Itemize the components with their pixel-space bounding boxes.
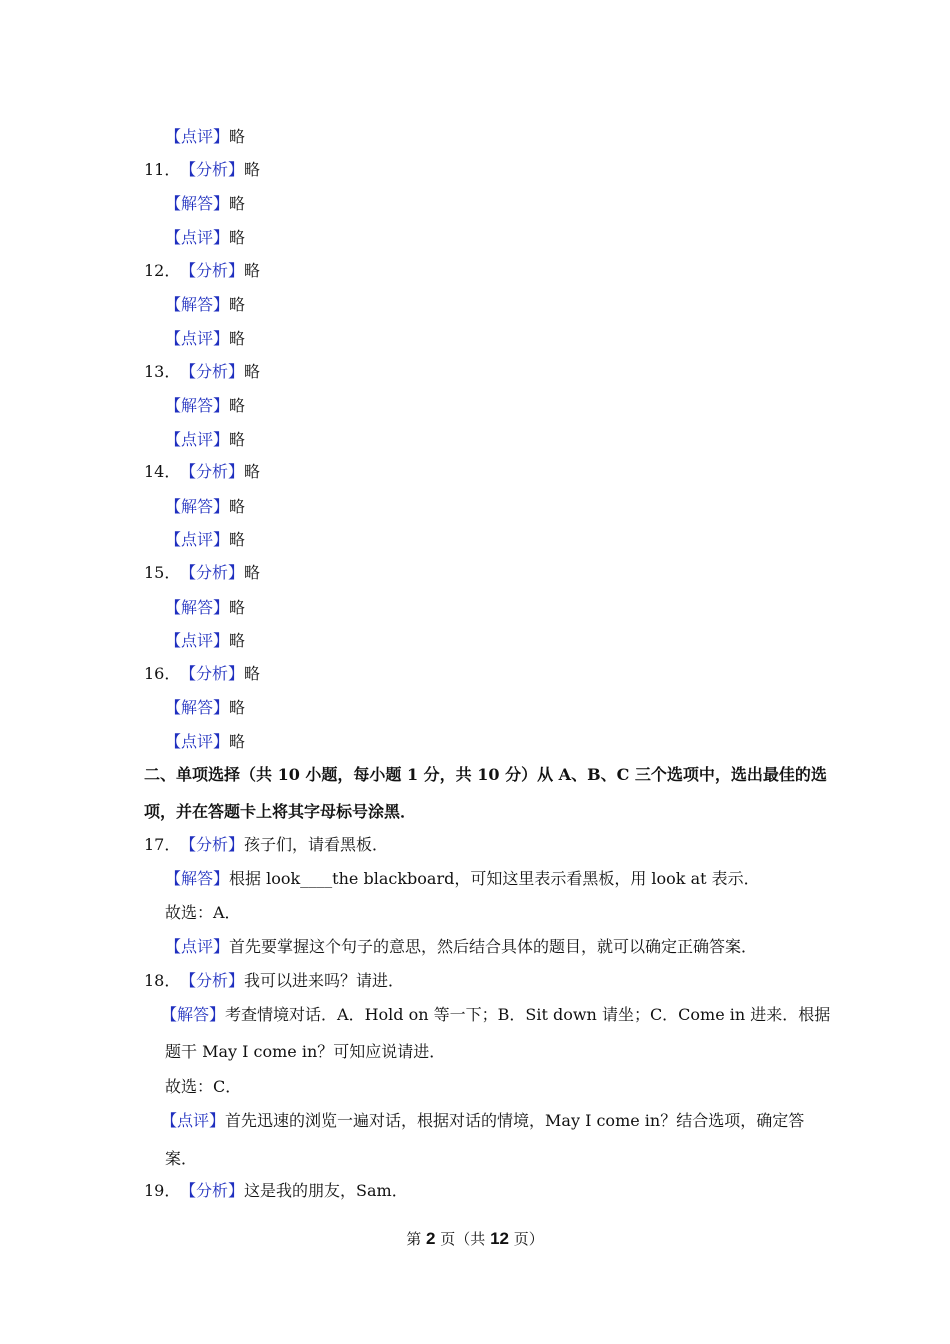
item-17-choice: 故选：A．: [165, 903, 241, 922]
item-number: 12．: [144, 261, 181, 280]
analysis-text: 略: [244, 462, 261, 481]
section-heading-cont: 项，并在答题卡上将其字母标号涂黑．: [144, 802, 417, 821]
analysis-tag: 【分析】: [180, 362, 245, 381]
analysis-text: 孩子们，请看黑板．: [244, 835, 389, 854]
answer-tag: 【解答】: [161, 1005, 226, 1024]
analysis-text: 略: [244, 362, 261, 381]
comment-tag: 【点评】: [165, 127, 230, 146]
item-13-answer: [165, 396, 245, 416]
analysis-tag: 【分析】: [180, 160, 245, 179]
footer-prefix: 第: [406, 1230, 422, 1248]
comment-text: 首先迅速的浏览一遍对话，根据对话的情境，May I come in？结合选项，确定答: [225, 1111, 805, 1130]
item-number: 16．: [144, 664, 181, 683]
analysis-tag: 【分析】: [180, 261, 245, 280]
analysis-tag: 【分析】: [180, 1181, 245, 1200]
item-number: 17．: [144, 835, 181, 854]
item-number: 15．: [144, 563, 181, 582]
item-16-analysis: [144, 664, 260, 684]
item-number: 13．: [144, 362, 181, 381]
analysis-text: 略: [244, 664, 261, 683]
comment-tag: 【点评】: [165, 530, 230, 549]
answer-text: 略: [229, 598, 246, 617]
footer-suffix: 页）: [513, 1230, 544, 1248]
item-13-comment: [165, 430, 245, 450]
answer-text: 略: [229, 295, 246, 314]
analysis-tag: 【分析】: [180, 563, 245, 582]
comment-text: 略: [229, 430, 246, 449]
item-15-comment: [165, 631, 245, 651]
item-18-choice: 故选：C．: [165, 1077, 242, 1096]
analysis-tag: 【分析】: [180, 835, 245, 854]
item-12-comment: [165, 329, 245, 349]
answer-text: 略: [229, 497, 246, 516]
analysis-text: 我可以进来吗？请进．: [244, 971, 405, 990]
item-16-comment: [165, 732, 245, 752]
comment-tag: 【点评】: [165, 228, 230, 247]
section-heading: 二、单项选择（共 10 小题，每小题 1 分，共 10 分）从 A、B、C 三个选项中，选出最佳的选: [144, 765, 827, 784]
comment-tag: 【点评】: [165, 937, 230, 956]
comment-tag: 【点评】: [165, 430, 230, 449]
comment-text: 略: [229, 530, 246, 549]
answer-tag: 【解答】: [165, 869, 230, 888]
analysis-text: 略: [244, 563, 261, 582]
item-15-answer: [165, 598, 245, 618]
item-10-comment: [165, 127, 245, 147]
item-15-analysis: [144, 563, 260, 583]
item-14-comment: [165, 530, 245, 550]
answer-text: 考查情境对话．A．Hold on 等一下；B．Sit down 请坐；C．Come in 进来．根据: [225, 1005, 831, 1024]
item-14-analysis: [144, 462, 260, 482]
item-13-analysis: [144, 362, 260, 382]
item-17-answer: [165, 869, 760, 889]
item-14-answer: [165, 497, 245, 517]
item-11-answer: [165, 194, 245, 214]
analysis-text: 这是我的朋友，Sam．: [244, 1181, 408, 1200]
comment-text: 略: [229, 732, 246, 751]
comment-tag: 【点评】: [165, 329, 230, 348]
item-19-analysis: [144, 1181, 408, 1201]
comment-text: 略: [229, 127, 246, 146]
answer-text: 根据 look____the blackboard，可知这里表示看黑板，用 look at 表示．: [229, 869, 760, 888]
item-12-analysis: [144, 261, 260, 281]
item-18-answer: [161, 1005, 830, 1025]
comment-tag: 【点评】: [165, 732, 230, 751]
item-17-analysis: [144, 835, 388, 855]
item-17-comment: [165, 937, 757, 957]
comment-text: 首先要掌握这个句子的意思，然后结合具体的题目，就可以确定正确答案．: [229, 937, 758, 956]
answer-text: 略: [229, 194, 246, 213]
comment-tag: 【点评】: [161, 1111, 226, 1130]
analysis-text: 略: [244, 160, 261, 179]
answer-text: 略: [229, 396, 246, 415]
analysis-tag: 【分析】: [180, 971, 245, 990]
analysis-text: 略: [244, 261, 261, 280]
answer-tag: 【解答】: [165, 598, 230, 617]
answer-text: 略: [229, 698, 246, 717]
analysis-tag: 【分析】: [180, 664, 245, 683]
answer-tag: 【解答】: [165, 698, 230, 717]
item-18-answer-cont: 题干 May I come in？可知应说请进．: [165, 1042, 446, 1061]
item-11-comment: [165, 228, 245, 248]
answer-tag: 【解答】: [165, 295, 230, 314]
item-number: 14．: [144, 462, 181, 481]
footer-middle: 页（共: [440, 1230, 486, 1248]
item-number: 19．: [144, 1181, 181, 1200]
total-pages: 12: [490, 1229, 509, 1248]
item-11-analysis: [144, 160, 260, 180]
item-number: 11．: [144, 160, 181, 179]
item-18-comment-cont: 案．: [165, 1149, 198, 1168]
page-number: 2: [426, 1229, 436, 1248]
answer-tag: 【解答】: [165, 396, 230, 415]
answer-tag: 【解答】: [165, 497, 230, 516]
comment-text: 略: [229, 329, 246, 348]
item-18-analysis: [144, 971, 404, 991]
item-12-answer: [165, 295, 245, 315]
item-18-comment: [161, 1111, 804, 1131]
comment-text: 略: [229, 631, 246, 650]
comment-tag: 【点评】: [165, 631, 230, 650]
comment-text: 略: [229, 228, 246, 247]
item-number: 18．: [144, 971, 181, 990]
analysis-tag: 【分析】: [180, 462, 245, 481]
item-16-answer: [165, 698, 245, 718]
answer-tag: 【解答】: [165, 194, 230, 213]
page-footer: [0, 1229, 950, 1249]
